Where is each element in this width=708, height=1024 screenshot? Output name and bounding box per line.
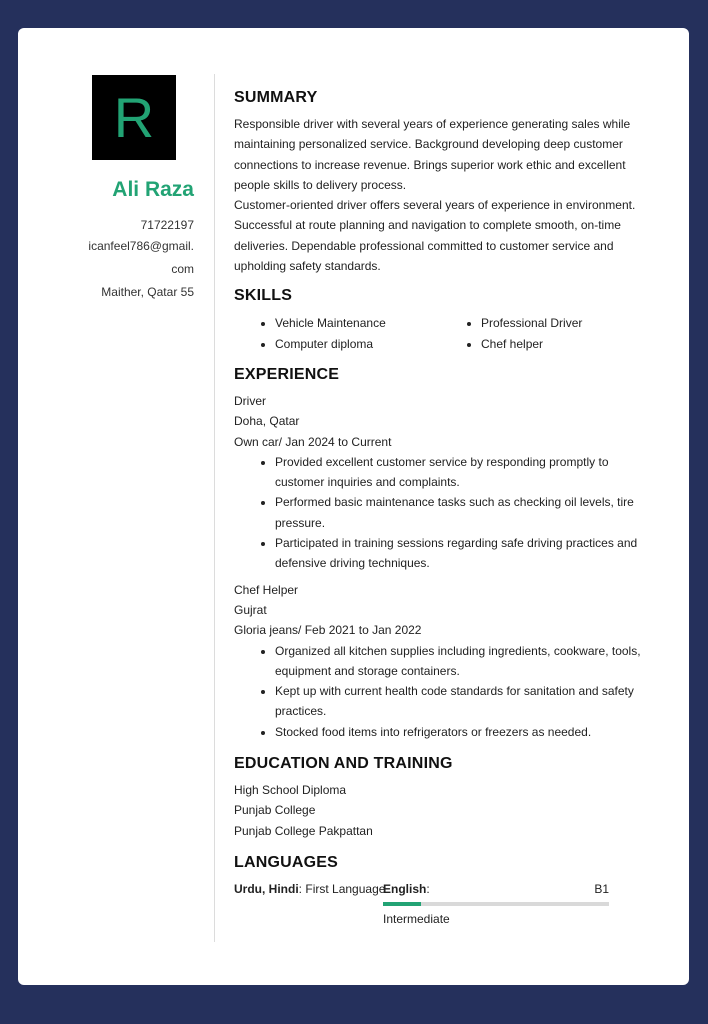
- education-line: Punjab College Pakpattan: [234, 823, 373, 838]
- job-company-dates: Gloria jeans/ Feb 2021 to Jan 2022: [234, 623, 422, 638]
- job-bullet: • Participated in training sessions regarding safe driving practices and defensive driving techniques.: [275, 533, 646, 574]
- skills-heading: SKILLS: [234, 287, 293, 305]
- languages-section: [234, 853, 646, 926]
- job-entry: [234, 391, 646, 574]
- job-bullet: • Provided excellent customer service by responding promptly to customer inquiries and complaints.: [275, 452, 646, 493]
- job-bullet: • Organized all kitchen supplies including ingredients, cookware, tools, equipment and storage containers.: [275, 641, 646, 682]
- education-heading: EDUCATION AND TRAINING: [234, 755, 453, 773]
- skills-list: [234, 313, 646, 354]
- job-title: Chef Helper: [234, 582, 299, 597]
- language-name: Urdu, Hindi: [234, 881, 299, 896]
- proficiency-bar: [383, 902, 609, 906]
- candidate-name: Ali Raza: [112, 178, 194, 201]
- language-name: English: [383, 881, 427, 896]
- language-level-code: B1: [594, 881, 609, 896]
- skill-item: • Computer diploma: [275, 334, 440, 354]
- skill-item: • Vehicle Maintenance: [275, 313, 440, 333]
- summary-paragraph: Responsible driver with several years of experience generating sales while maintaining personalized service. Background developing deep customer connections to increase revenue. Brings superior work ethic and excellent people skills to delivery process.: [234, 117, 631, 192]
- skills-column: [440, 313, 646, 354]
- language-level: First Language: [305, 881, 386, 896]
- summary-heading: SUMMARY: [234, 89, 318, 106]
- skills-section: [234, 286, 646, 354]
- job-bullets: [234, 452, 646, 574]
- languages-list: [234, 879, 646, 926]
- skill-item: • Professional Driver: [481, 313, 646, 333]
- language-item: [383, 879, 609, 926]
- language-level-label: Intermediate: [383, 911, 450, 926]
- languages-heading: LANGUAGES: [234, 853, 339, 871]
- job-bullet: • Stocked food items into refrigerators or freezers as needed.: [275, 722, 646, 742]
- email-line-1: icanfeel786@gmail.: [88, 239, 194, 253]
- skill-item: • Chef helper: [481, 334, 646, 354]
- job-title: Driver: [234, 393, 266, 408]
- job-bullets: [234, 641, 646, 742]
- skills-column: [234, 313, 440, 354]
- education-section: [234, 754, 646, 841]
- main-content: [234, 88, 646, 926]
- education-line: Punjab College: [234, 803, 316, 818]
- divider: [214, 74, 215, 942]
- education-line: High School Diploma: [234, 783, 347, 798]
- experience-section: [234, 365, 646, 742]
- language-separator: :: [298, 881, 303, 896]
- proficiency-bar-fill: [383, 902, 421, 906]
- job-bullet: • Kept up with current health code standards for sanitation and safety practices.: [275, 681, 646, 722]
- resume-page: [18, 28, 689, 985]
- job-bullet: • Performed basic maintenance tasks such as checking oil levels, tire pressure.: [275, 492, 646, 533]
- phone-number: 71722197: [140, 218, 194, 232]
- email-line-2: com: [171, 262, 194, 276]
- experience-heading: EXPERIENCE: [234, 365, 340, 383]
- monogram-badge: R: [92, 75, 176, 160]
- summary-section: [234, 88, 646, 276]
- job-company-dates: Own car/ Jan 2024 to Current: [234, 434, 392, 449]
- language-item: [234, 879, 385, 899]
- job-entry: [234, 580, 646, 742]
- job-location: Gujrat: [234, 602, 267, 617]
- summary-paragraph: Customer-oriented driver offers several years of experience in environment. Successful at route planning and navigation to complete smooth, on-time deliveries. Dependable professional committed to customer service and upholding safety standards.: [234, 198, 636, 274]
- address: Maither, Qatar 55: [101, 285, 194, 299]
- job-location: Doha, Qatar: [234, 414, 300, 429]
- language-separator: :: [426, 881, 430, 896]
